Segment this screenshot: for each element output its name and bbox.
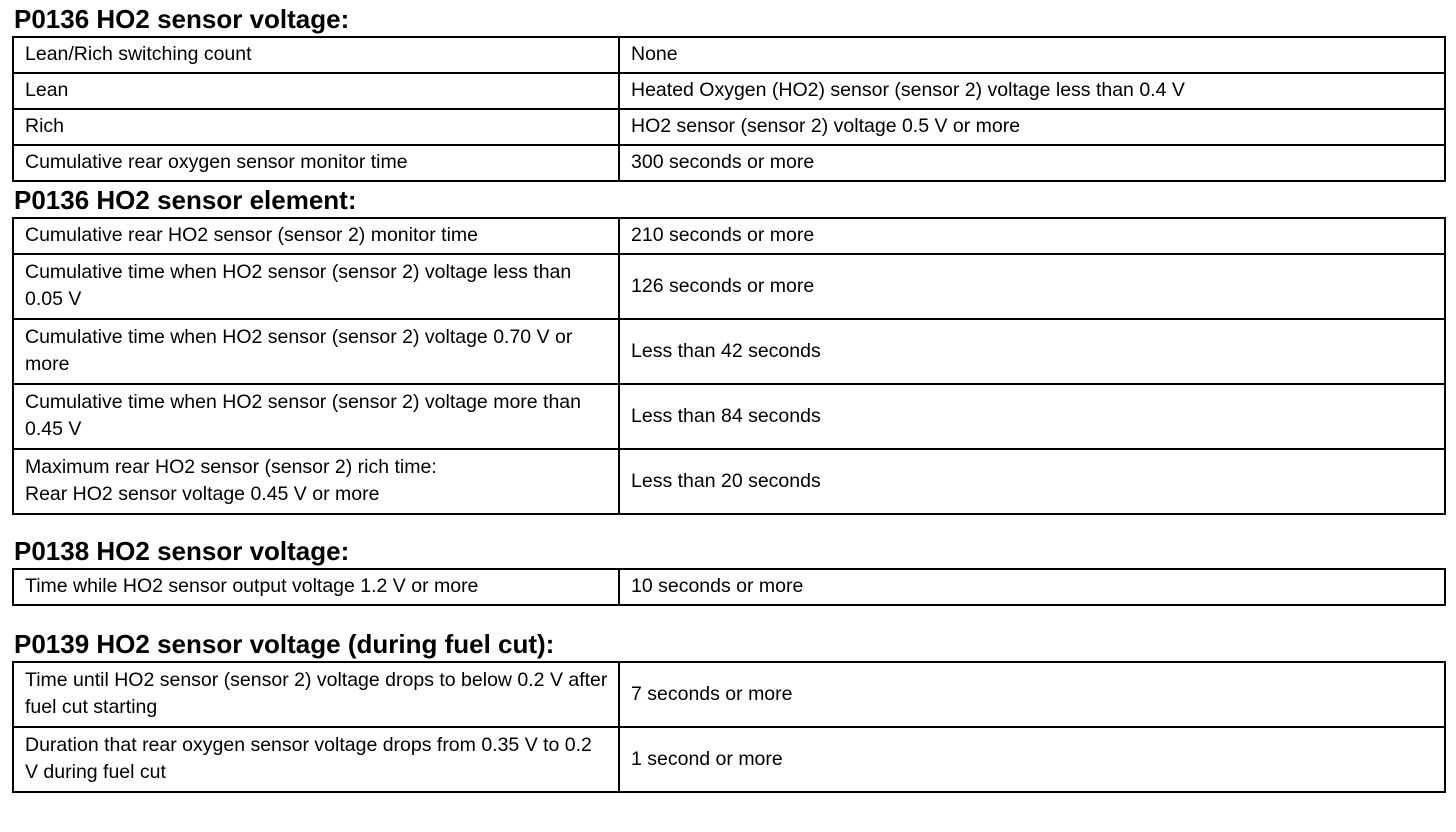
table-row xyxy=(13,569,1445,605)
condition-cell: Cumulative rear HO2 sensor (sensor 2) monitor time xyxy=(13,218,619,254)
condition-line: Rear HO2 sensor voltage 0.45 V or more xyxy=(25,483,380,505)
spec-table-p0138-voltage xyxy=(12,568,1446,606)
condition-cell: Rich xyxy=(13,109,619,145)
condition-cell: Duration that rear oxygen sensor voltage drops from 0.35 V to 0.2 V during fuel cut xyxy=(13,727,619,792)
condition-cell: Lean/Rich switching count xyxy=(13,37,619,73)
value-cell: None xyxy=(619,37,1445,73)
value-cell: Less than 20 seconds xyxy=(619,449,1445,514)
condition-cell xyxy=(13,449,619,514)
table-row xyxy=(13,449,1445,514)
condition-cell: Time while HO2 sensor output voltage 1.2 V or more xyxy=(13,569,619,605)
table-row xyxy=(13,145,1445,181)
section-title-p0136-element: P0136 HO2 sensor element: xyxy=(14,185,357,215)
condition-cell: Cumulative time when HO2 sensor (sensor 2) voltage less than 0.05 V xyxy=(13,254,619,319)
value-cell: 10 seconds or more xyxy=(619,569,1445,605)
table-row xyxy=(13,37,1445,73)
table-row xyxy=(13,254,1445,319)
value-cell: 126 seconds or more xyxy=(619,254,1445,319)
table-row xyxy=(13,218,1445,254)
spec-table-p0136-voltage xyxy=(12,36,1446,182)
document-page xyxy=(12,0,1444,793)
value-cell: Less than 84 seconds xyxy=(619,384,1445,449)
spec-table-p0139-fuel-cut xyxy=(12,661,1446,793)
value-cell: HO2 sensor (sensor 2) voltage 0.5 V or more xyxy=(619,109,1445,145)
value-cell: 1 second or more xyxy=(619,727,1445,792)
table-row xyxy=(13,384,1445,449)
section-title-p0136-voltage: P0136 HO2 sensor voltage: xyxy=(14,4,350,34)
value-cell: 7 seconds or more xyxy=(619,662,1445,727)
table-row xyxy=(13,662,1445,727)
value-cell: Less than 42 seconds xyxy=(619,319,1445,384)
section-title-p0138-voltage: P0138 HO2 sensor voltage: xyxy=(14,536,350,566)
table-row xyxy=(13,73,1445,109)
spec-table-p0136-element xyxy=(12,217,1446,515)
table-row xyxy=(13,319,1445,384)
table-row xyxy=(13,727,1445,792)
value-cell: Heated Oxygen (HO2) sensor (sensor 2) voltage less than 0.4 V xyxy=(619,73,1445,109)
condition-cell: Cumulative time when HO2 sensor (sensor 2) voltage 0.70 V or more xyxy=(13,319,619,384)
condition-line: Maximum rear HO2 sensor (sensor 2) rich time: xyxy=(25,456,437,478)
condition-cell: Lean xyxy=(13,73,619,109)
value-cell: 300 seconds or more xyxy=(619,145,1445,181)
section-title-p0139-fuel-cut: P0139 HO2 sensor voltage (during fuel cut): xyxy=(14,629,555,659)
condition-cell: Cumulative time when HO2 sensor (sensor 2) voltage more than 0.45 V xyxy=(13,384,619,449)
condition-cell: Time until HO2 sensor (sensor 2) voltage drops to below 0.2 V after fuel cut starting xyxy=(13,662,619,727)
condition-cell: Cumulative rear oxygen sensor monitor time xyxy=(13,145,619,181)
table-row xyxy=(13,109,1445,145)
value-cell: 210 seconds or more xyxy=(619,218,1445,254)
